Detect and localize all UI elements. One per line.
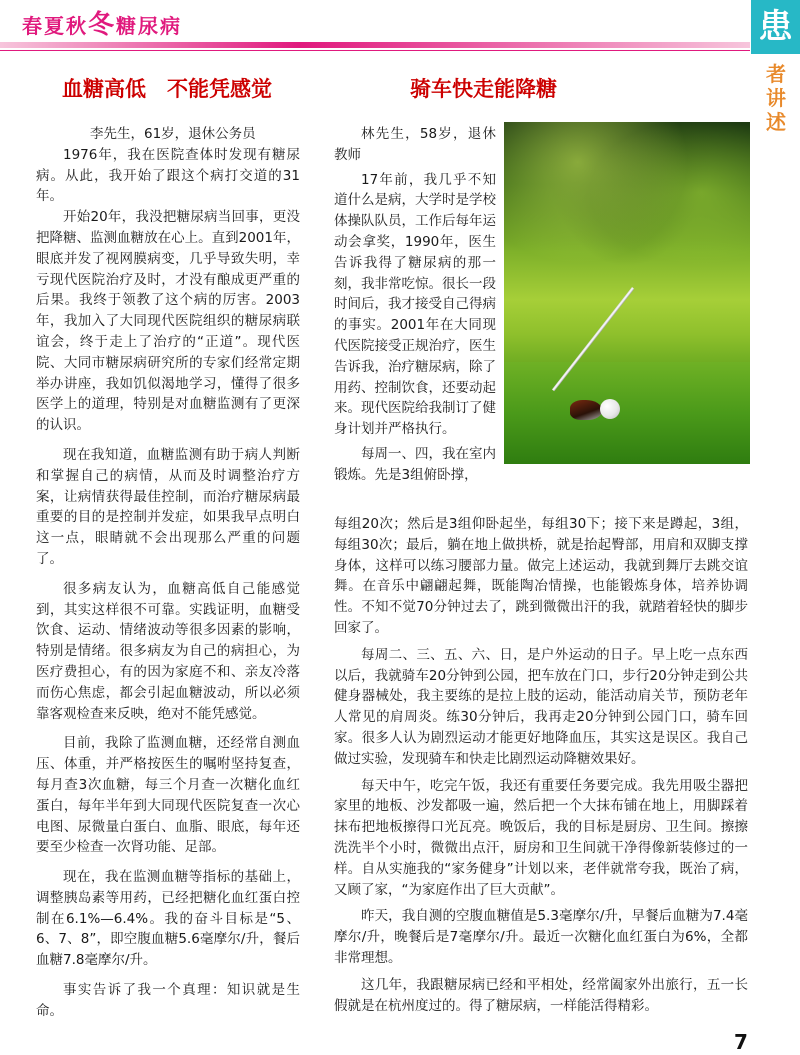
paragraph: 现在，我在监测血糖等指标的基础上，调整胰岛素等用药，已经把糖化血红蛋白控制在6.1%—6.4%。我的奋斗目标是“5、6、7、8”，即空腹血糖5.6毫摩尔/升，餐后血糖7.8毫摩尔/升。	[36, 869, 300, 969]
left-article-headline: 血糖高低 不能凭感觉	[62, 77, 272, 101]
right-article-body-bottom	[334, 514, 748, 1016]
paragraph: 现在我知道，血糖监测有助于病人判断和掌握自己的病情，从而及时调整治疗方案，让病情获得最佳控制，而治疗糖尿病最重要的目的是控制并发症，如果我早点明白这一点，眼睛就不会出现那么严重的问题了。	[36, 446, 300, 567]
paragraph: 每周一、四，我在室内锻炼。先是3组俯卧撑，	[334, 445, 496, 483]
paragraph: 昨天，我自测的空腹血糖值是5.3毫摩尔/升，早餐后血糖为7.4毫摩尔/升，晚餐后是7毫摩尔/升。最近一次糖化血红蛋白为6%，全都非常理想。	[334, 908, 748, 966]
page-number: 7	[734, 1030, 748, 1054]
paragraph: 开始20年，我没把糖尿病当回事，更没把降糖、监测血糖放在心上。直到2001年，眼底并发了视网膜病变，几乎导致失明，幸亏现代医院治疗及时，才没有酿成更严重的后果。我终于领教了这个病的厉害。2003年，我加入了大同现代医院组织的糖尿病联谊会，终于走上了治疗的“正道”。现代医院、大同市糖尿病研究所的专家们经常定期举办讲座，我如饥似渴地学习，懂得了很多医学上的道理，特别是对血糖监测有了更深的认识。	[36, 209, 300, 434]
golf-club-head	[570, 400, 602, 420]
paragraph: 事实告诉了我一个真理：知识就是生命。	[36, 982, 300, 1019]
right-article-headline: 骑车快走能降糖	[410, 77, 557, 101]
magazine-section-title	[22, 8, 182, 42]
left-article-body	[36, 124, 300, 1022]
section-title-part1: 春夏秋	[22, 14, 88, 38]
section-title-highlight: 冬	[88, 10, 117, 40]
right-article-body-top	[334, 124, 496, 486]
section-title-part2: 糖尿病	[116, 14, 183, 38]
paragraph: 每组20次；然后是3组仰卧起坐，每组30下；接下来是蹲起，3组，每组30次；最后，躺在地上做拱桥，就是抬起臀部，用肩和双脚支撑身体，这样可以练习腰部力量。做完上述运动，我就到舞厅去跳交谊舞。在音乐中翩翩起舞，既能陶冶情操，也能锻炼身体，培养协调性。不知不觉70分钟过去了，跳到微微出汗的我，就踏着轻快的脚步回家了。	[334, 516, 748, 636]
paragraph: 1976年，我在医院查体时发现有糖尿病。从此，我开始了跟这个病打交道的31年。	[36, 146, 300, 205]
paragraph: 目前，我除了监测血糖，还经常自测血压、体重，并严格按医生的嘱咐坚持复查，每月查3次血糖，每三个月查一次糖化血红蛋白，每年半年到大同现代医院复查一次心电图、尿微量白蛋白、血脂、眼底，每年还要至少检查一次肾功能、足部。	[36, 735, 300, 856]
side-label-char: 讲	[766, 86, 786, 110]
golf-ball	[600, 399, 620, 419]
left-article-author: 李先生，61岁，退休公务员	[90, 126, 256, 142]
side-label-char: 者	[766, 62, 786, 86]
right-article-author: 林先生，58岁，退休教师	[334, 126, 496, 163]
paragraph: 17年前，我几乎不知道什么是病，大学时是学校体操队队员，工作后每年运动会拿奖，1990年，医生告诉我得了糖尿病的那一刻，我非常吃惊。很长一段时间后，我才接受自己得病的事实。2001年在大同现代医院接受正规治疗，医生告诉我，治疗糖尿病，除了用药、控制饮食，还要动起来。现代医院给我制订了健身计划并严格执行。	[334, 171, 496, 438]
patient-section-label	[756, 62, 796, 134]
header-rule	[0, 50, 750, 51]
paragraph: 每周二、三、五、六、日，是户外运动的日子。早上吃一点东西以后，我就骑车20分钟到公园，把车放在门口，步行20分钟走到公共健身器械处，我主要练的是拉上肢的运动，能活动肩关节，预防老年人常见的肩周炎。练30分钟后，我再走20分钟到公园门口，骑车回家。很多人认为剧烈运动才能更好地降血压，其实这是误区。我自己做过实验，发现骑车和快走比剧烈运动降糖效果好。	[334, 646, 748, 767]
photo-grass	[504, 362, 750, 464]
golf-photo	[504, 122, 750, 464]
header-decorative-band	[0, 42, 750, 48]
paragraph: 这几年，我跟糖尿病已经和平相处，经常阖家外出旅行，五一长假就是在杭州度过的。得了糖尿病，一样能活得精彩。	[334, 976, 748, 1014]
side-label-char: 述	[766, 110, 786, 134]
paragraph: 很多病友认为，血糖高低自己能感觉到，其实这样很不可靠。实践证明，血糖受饮食、运动、情绪波动等很多因素的影响，特别是情绪。很多病友为自己的病担心，为医疗费担心，有的因为家庭不和、亲友冷落而伤心焦虑，都会引起血糖波动，所以必须靠客观检查来反映，绝对不能凭感觉。	[36, 580, 300, 722]
paragraph: 每天中午，吃完午饭，我还有重要任务要完成。我先用吸尘器把家里的地板、沙发都吸一遍，然后把一个大抹布铺在地上，用脚踩着抹布把地板擦得口光瓦亮。晚饭后，我的目标是厨房、卫生间。擦擦洗洗半个小时，微微出点汗，厨房和卫生间就干净得像新装修过的一样。自从实施我的“家务健身”计划以来，老伴就常夸我，既治了病，又顾了家，“为家庭作出了巨大贡献”。	[334, 777, 748, 898]
patient-section-badge: 患	[751, 0, 800, 54]
